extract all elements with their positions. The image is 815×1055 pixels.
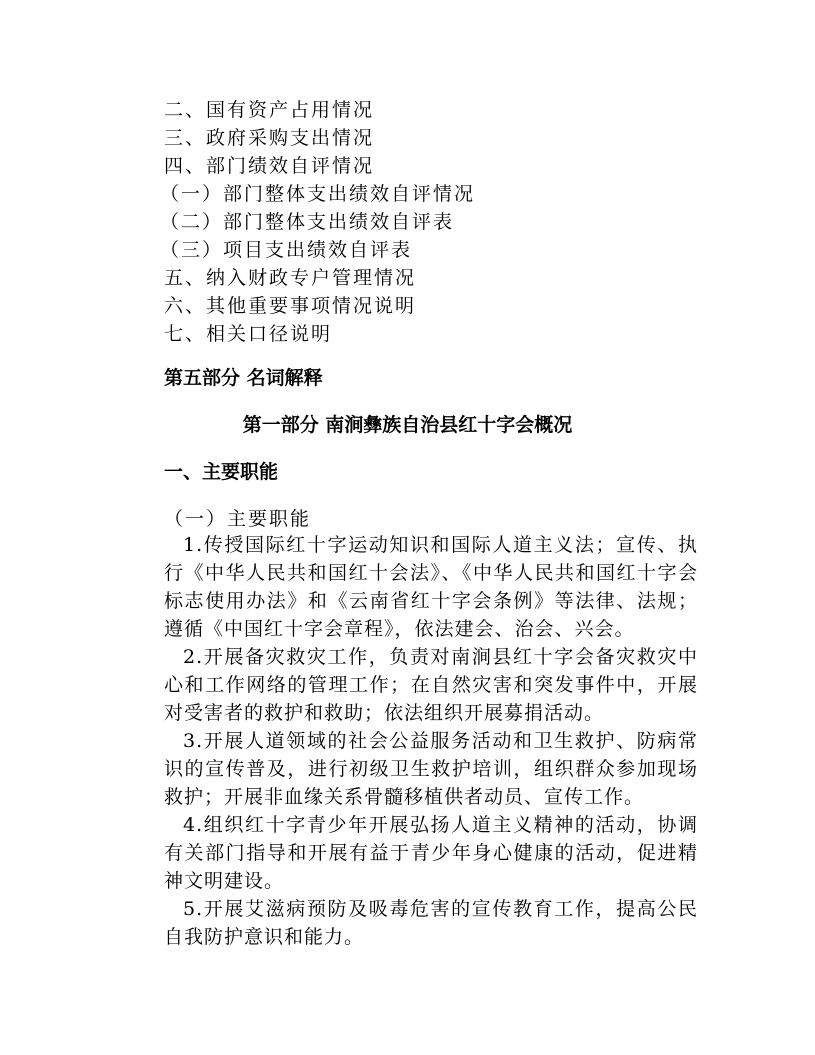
toc-item-6: 六、其他重要事项情况说明 bbox=[164, 295, 417, 317]
part1-title: 第一部分 南涧彝族自治县红十字会概况 bbox=[242, 414, 573, 436]
toc-item-5: 五、纳入财政专户管理情况 bbox=[164, 267, 417, 289]
paragraph-1: 1.传授国际红十字运动知识和国际人道主义法；宣传、执行《中华人民共和国红十会法》、《中华人民共和国红十字会标志使用办法》和《云南省红十字会条例》等法律、法规；遵循《中国红十字会章程》，依法建会、治会、兴会。 bbox=[164, 534, 698, 640]
toc-item-4-2: （二）部门整体支出绩效自评表 bbox=[160, 211, 455, 233]
paragraph-3: 3.开展人道领域的社会公益服务活动和卫生救护、防病常识的宣传普及，进行初级卫生救护培训，组织群众参加现场救护；开展非血缘关系骨髓移植供者动员、宣传工作。 bbox=[164, 730, 698, 808]
toc-item-4-3: （三）项目支出绩效自评表 bbox=[160, 239, 413, 261]
paragraph-2: 2.开展备灾救灾工作，负责对南涧县红十字会备灾救灾中心和工作网络的管理工作；在自然灾害和突发事件中，开展对受害者的救护和救助；依法组织开展募捐活动。 bbox=[164, 646, 698, 724]
toc-item-2: 二、国有资产占用情况 bbox=[164, 99, 375, 121]
subsection1-heading: （一）主要职能 bbox=[164, 508, 312, 530]
paragraph-4: 4.组织红十字青少年开展弘扬人道主义精神的活动，协调有关部门指导和开展有益于青少年身心健康的活动，促进精神文明建设。 bbox=[164, 814, 698, 892]
toc-item-7: 七、相关口径说明 bbox=[164, 323, 333, 345]
paragraph-5: 5.开展艾滋病预防及吸毒危害的宣传教育工作，提高公民自我防护意识和能力。 bbox=[164, 898, 698, 948]
toc-item-3: 三、政府采购支出情况 bbox=[164, 127, 375, 149]
section1-heading: 一、主要职能 bbox=[164, 461, 279, 483]
toc-item-4: 四、部门绩效自评情况 bbox=[164, 155, 375, 177]
part5-heading: 第五部分 名词解释 bbox=[164, 367, 323, 389]
toc-item-4-1: （一）部门整体支出绩效自评情况 bbox=[160, 183, 476, 205]
